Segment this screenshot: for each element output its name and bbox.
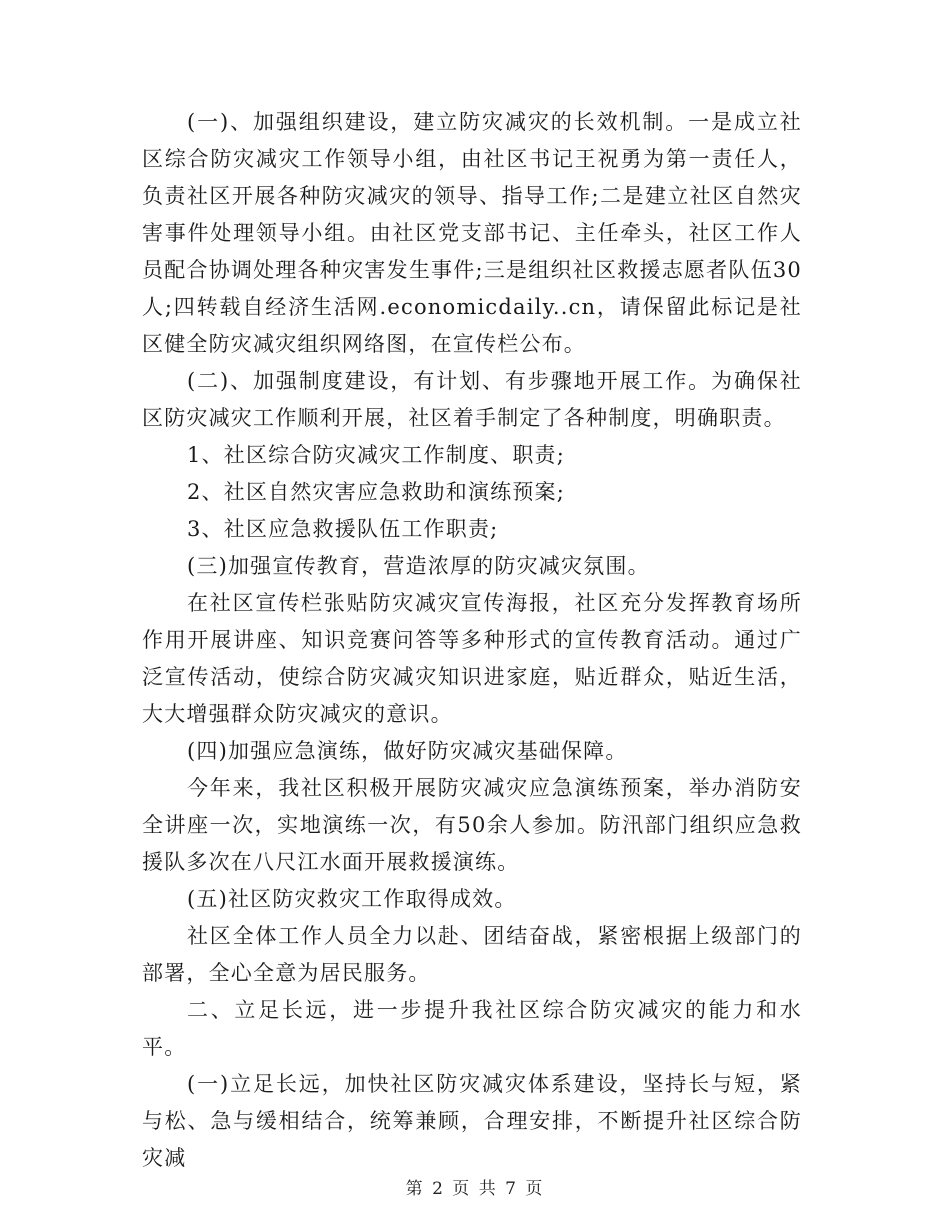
paragraph-long-term: (一)立足长远，加快社区防灾减灾体系建设，坚持长与短，紧与松、急与缓相结合，统筹兼顾，合理安排，不断提升社区综合防灾减 bbox=[142, 1072, 802, 1170]
list-item-2: 2、社区自然灾害应急救助和演练预案; bbox=[187, 480, 566, 504]
document-body bbox=[142, 104, 802, 1177]
heading-publicity: (三)加强宣传教育，营造浓厚的防灾减灾氛围。 bbox=[187, 554, 650, 578]
paragraph-system-building: (二)、加强制度建设，有计划、有步骤地开展工作。为确保社区防灾减灾工作顺利开展，社区着手制定了各种制度，明确职责。 bbox=[142, 369, 802, 430]
paragraph-results: 社区全体工作人员全力以赴、团结奋战，紧密根据上级部门的部署，全心全意为居民服务。 bbox=[142, 924, 802, 985]
paragraph-publicity: 在社区宣传栏张贴防灾减灾宣传海报，社区充分发挥教育场所作用开展讲座、知识竞赛问答等多种形式的宣传教育活动。通过广泛宣传活动，使综合防灾减灾知识进家庭，贴近群众，贴近生活，大大增强群众防灾减灾的意识。 bbox=[142, 591, 802, 726]
page-number: 第 2 页 共 7 页 bbox=[405, 1179, 545, 1199]
paragraph-org-building: (一)、加强组织建设，建立防灾减灾的长效机制。一是成立社区综合防灾减灾工作领导小组，由社区书记王祝勇为第一责任人，负责社区开展各种防灾减灾的领导、指导工作;二是建立社区自然灾害事件处理领导小组。由社区党支部书记、主任牵头，社区工作人员配合协调处理各种灾害发生事件;三是组织社区救援志愿者队伍30人;四转载自经济生活网.economicdaily..cn，请保留此标记是社区健全防灾减灾组织网络图，在宣传栏公布。 bbox=[142, 110, 802, 356]
heading-results: (五)社区防灾救灾工作取得成效。 bbox=[187, 887, 517, 911]
paragraph-drills: 今年来，我社区积极开展防灾减灾应急演练预案，举办消防安全讲座一次，实地演练一次，有50余人参加。防汛部门组织应急救援队多次在八尺江水面开展救援演练。 bbox=[142, 776, 802, 874]
list-item-3: 3、社区应急救援队伍工作职责; bbox=[187, 517, 499, 541]
heading-long-term: 二、立足长远，进一步提升我社区综合防灾减灾的能力和水平。 bbox=[142, 998, 802, 1059]
heading-drills: (四)加强应急演练，做好防灾减灾基础保障。 bbox=[187, 739, 628, 763]
list-item-1: 1、社区综合防灾减灾工作制度、职责; bbox=[187, 443, 566, 467]
